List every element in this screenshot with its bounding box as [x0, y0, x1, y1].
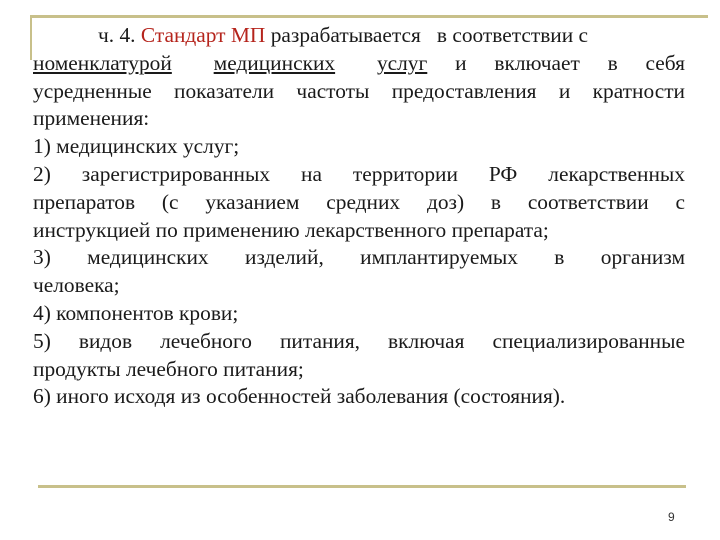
list-item-4: 4) компонентов крови;	[33, 300, 239, 325]
slide-body	[33, 22, 685, 411]
list-item-2-line-1: 2) зарегистрированных на территории РФ лекарственных	[33, 161, 685, 186]
list-item-2-line-3: инструкцией по применению лекарственного препарата;	[33, 217, 549, 242]
header-line	[33, 22, 685, 50]
list-item-1: 1) медицинских услуг;	[33, 134, 240, 159]
list-item-3-line-2: человека;	[33, 273, 120, 298]
line-2-rest: и включает в себя	[455, 50, 685, 75]
body-line-2	[33, 50, 685, 78]
page-number: 9	[668, 510, 675, 524]
list-item-5-line-1: 5) видов лечебного питания, включая специализированные	[33, 328, 685, 353]
top-rule	[30, 15, 708, 18]
list-item-3-line-1: 3) медицинских изделий, имплантируемых в организм	[33, 245, 685, 270]
bottom-rule	[38, 485, 686, 488]
body-line-4: применения:	[33, 106, 150, 131]
left-accent-line	[30, 15, 32, 60]
header-prefix: ч. 4.	[98, 23, 136, 47]
underlined-word-3: услуг	[376, 50, 428, 75]
list-item-5-line-2: продукты лечебного питания;	[33, 356, 304, 381]
underlined-word-1: номенклатурой	[33, 50, 172, 75]
body-line-3: усредненные показатели частоты предоставления и кратности	[33, 78, 685, 103]
list-item-2-line-2: препаратов (с указанием средних доз) в соответствии с	[33, 189, 685, 214]
underlined-word-2: медицинских	[213, 50, 336, 75]
header-highlight: Стандарт МП	[140, 23, 266, 47]
list-item-6: 6) иного исходя из особенностей заболевания (состояния).	[33, 384, 566, 409]
header-rest: разрабатывается в соответствии с	[270, 23, 589, 47]
